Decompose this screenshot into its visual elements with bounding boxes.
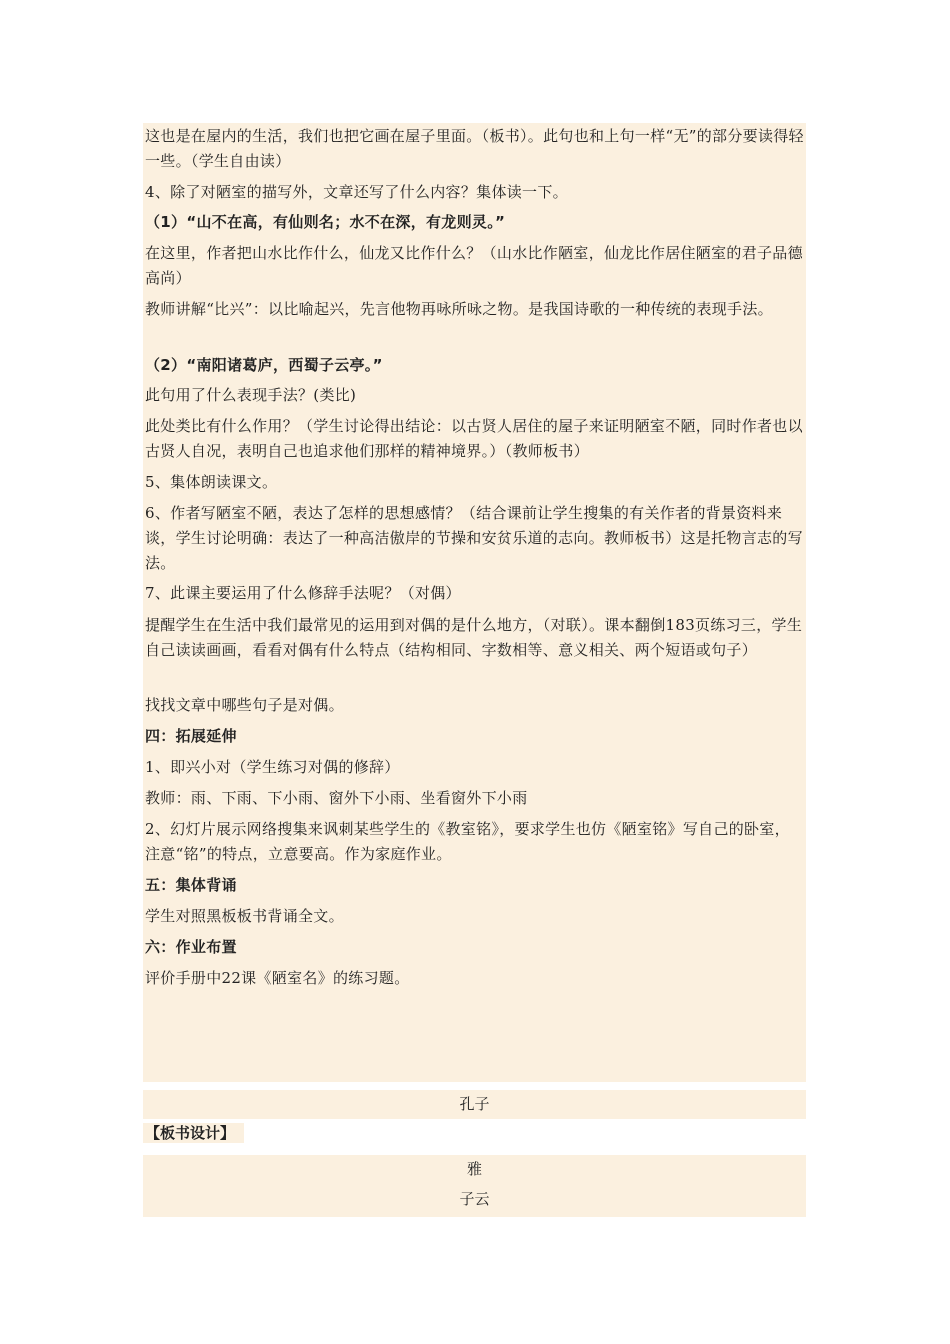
- paragraph: 6、作者写陋室不陋，表达了怎样的思想感情？（结合课前让学生搜集的有关作者的背景资料来谈，学生讨论明确：表达了一种高洁傲岸的节操和安贫乐道的志向。教师板书）这是托物言志的写法。: [145, 504, 803, 572]
- paragraph: 教师：雨、下雨、下小雨、窗外下小雨、坐看窗外下小雨: [145, 789, 528, 807]
- paragraph: 此句用了什么表现手法？(类比): [145, 386, 357, 404]
- paragraph: 此处类比有什么作用？（学生讨论得出结论：以古贤人居住的屋子来证明陋室不陋，同时作者也以古贤人自况，表明自己也追求他们那样的精神境界。）（教师板书）: [145, 417, 803, 460]
- paragraph: 五：集体背诵: [145, 876, 237, 894]
- paragraph: （1）“山不在高，有仙则名；水不在深，有龙则灵。”: [145, 213, 506, 231]
- board-design-label: 【板书设计】: [145, 1124, 236, 1142]
- paragraph: 找找文章中哪些句子是对偶。: [145, 696, 344, 714]
- board-line-ziyun: 子云: [459, 1190, 490, 1208]
- paragraph: 7、此课主要运用了什么修辞手法呢？（对偶）: [145, 584, 461, 602]
- paragraph: 4、除了对陋室的描写外，文章还写了什么内容？集体读一下。: [145, 183, 568, 201]
- paragraph: 六：作业布置: [145, 938, 237, 956]
- paragraph: 这也是在屋内的生活，我们也把它画在屋子里面。（板书）。此句也和上句一样“无”的部分要读得轻一些。（学生自由读）: [145, 127, 804, 170]
- paragraph: 提醒学生在生活中我们最常见的运用到对偶的是什么地方，（对联）。课本翻倒183页练习三，学生自己读读画画，看看对偶有什么特点（结构相同、字数相等、意义相关、两个短语或句子）: [145, 616, 803, 659]
- paragraph: 1、即兴小对（学生练习对偶的修辞）: [145, 758, 400, 776]
- paragraph: 5、集体朗读课文。: [145, 473, 278, 491]
- board-line-kongzi: 孔子: [459, 1095, 490, 1113]
- paragraph: 学生对照黑板板书背诵全文。: [145, 907, 344, 925]
- paragraph: 教师讲解“比兴”：以比喻起兴，先言他物再咏所咏之物。是我国诗歌的一种传统的表现手法。: [145, 300, 773, 318]
- paragraph: （2）“南阳诸葛庐，西蜀子云亭。”: [145, 356, 383, 374]
- paragraph: 在这里，作者把山水比作什么，仙龙又比作什么？（山水比作陋室，仙龙比作居住陋室的君子品德高尚）: [145, 244, 803, 287]
- board-line-ya: 雅: [466, 1160, 482, 1178]
- paragraph: 评价手册中22课《陋室名》的练习题。: [145, 969, 410, 987]
- paragraph: 四：拓展延伸: [145, 727, 237, 745]
- paragraph: 2、幻灯片展示网络搜集来讽刺某些学生的《教室铭》，要求学生也仿《陋室铭》写自己的卧室，注意“铭”的特点，立意要高。作为家庭作业。: [145, 820, 790, 863]
